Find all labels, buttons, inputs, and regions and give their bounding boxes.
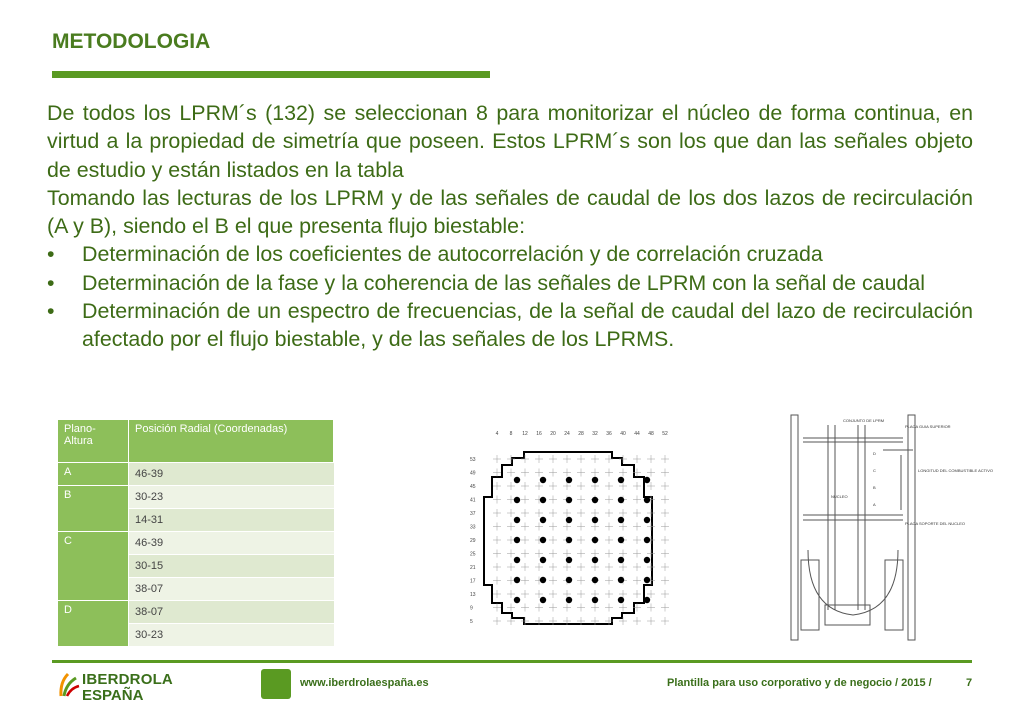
lprm-dot: [644, 477, 650, 483]
core-map-diagram: [462, 425, 677, 630]
plane-cell: B: [58, 486, 129, 532]
lprm-dot: [540, 597, 546, 603]
position-cell: 30-15: [129, 555, 334, 578]
label-lower-plate: PLACA SOPORTE DEL NUCLEO: [905, 521, 966, 526]
lprm-dot: [566, 517, 572, 523]
lprm-dot: [644, 537, 650, 543]
y-tick-label: 21: [470, 565, 476, 571]
lprm-dot: [566, 597, 572, 603]
bullet-text: Determinación de los coeficientes de autocorrelación y de correlación cruzada: [82, 242, 823, 267]
lprm-dot: [618, 597, 624, 603]
x-tick-label: 24: [564, 431, 570, 437]
lprm-dot: [540, 577, 546, 583]
position-cell: 30-23: [129, 624, 334, 647]
lprm-dot: [618, 517, 624, 523]
lprm-dot: [592, 537, 598, 543]
lprm-dot: [592, 497, 598, 503]
x-tick-label: 8: [509, 431, 513, 437]
position-cell: 38-07: [129, 578, 334, 601]
table-row: [58, 463, 334, 486]
label-core: NUCLEO: [831, 494, 848, 499]
lprm-dot: [592, 557, 598, 563]
y-tick-label: 5: [470, 619, 473, 625]
x-tick-label: 40: [620, 431, 626, 437]
x-tick-label: 44: [634, 431, 640, 437]
lprm-dot: [618, 477, 624, 483]
brand-country: ESPAÑA: [82, 687, 144, 704]
footer-rule: [52, 660, 972, 663]
bullet-text: Determinación de la fase y la coherencia de las señales de LPRM con la señal de caudal: [82, 270, 926, 295]
paragraph-1: De todos los LPRM´s (132) se seleccionan 8 para monitorizar el núcleo de forma continua, en virtud a la propiedad de simetría que poseen. Estos LPRM´s son los que dan las señales objeto de estudio y están listados en la tabla: [47, 101, 973, 182]
x-tick-label: 32: [592, 431, 598, 437]
title-underline: [52, 71, 490, 78]
website-icon: [261, 669, 291, 699]
lprm-dot: [514, 577, 520, 583]
table-header-plane: Plano-Altura: [58, 420, 129, 463]
y-tick-label: 45: [470, 484, 476, 490]
bullet-dot: •: [47, 242, 55, 267]
lprm-dot: [540, 537, 546, 543]
label-level-d: D: [873, 451, 876, 456]
plane-cell: C: [58, 532, 129, 601]
bullet-dot: •: [47, 270, 55, 295]
label-level-c: C: [873, 468, 876, 473]
position-cell: 30-23: [129, 486, 334, 509]
lprm-dot: [644, 557, 650, 563]
position-cell: 46-39: [129, 532, 334, 555]
table-header-position: Posición Radial (Coordenadas): [129, 420, 334, 463]
core-map-x-ticks: [496, 431, 668, 437]
position-cell: 46-39: [129, 463, 334, 486]
bullet-item: [47, 240, 973, 268]
lprm-dot: [566, 497, 572, 503]
lprm-dot: [592, 517, 598, 523]
lprm-dot: [618, 577, 624, 583]
brand-name: IBERDROLA: [82, 671, 173, 688]
lprm-dot: [514, 477, 520, 483]
lprm-dot: [618, 537, 624, 543]
position-cell: 38-07: [129, 601, 334, 624]
table-row: [58, 486, 334, 509]
page-number: 7: [966, 677, 973, 689]
bullet-item: [47, 269, 973, 297]
lprm-dot: [618, 497, 624, 503]
lprm-dot: [644, 577, 650, 583]
iberdrola-leaf-icon: [58, 668, 80, 698]
left-wall: [791, 415, 798, 640]
lprm-assembly-diagram: [773, 410, 993, 645]
lprm-dot: [644, 497, 650, 503]
lprm-dot: [566, 477, 572, 483]
label-upper-plate: PLACA GUIA SUPERIOR: [905, 424, 951, 429]
website-link[interactable]: www.iberdrolaespaña.es: [300, 677, 429, 689]
lprm-dot: [514, 597, 520, 603]
label-active-length: LONGITUD DEL COMBUSTIBLE ACTIVO: [918, 468, 993, 473]
lprm-dot: [592, 597, 598, 603]
slide-body: [47, 99, 973, 354]
lprm-dot: [644, 517, 650, 523]
lprm-dot: [566, 537, 572, 543]
lprm-dot: [514, 497, 520, 503]
x-tick-label: 16: [536, 431, 542, 437]
y-tick-label: 29: [470, 538, 476, 544]
x-tick-label: 12: [522, 431, 528, 437]
y-tick-label: 33: [470, 524, 476, 531]
lprm-dot: [566, 557, 572, 563]
x-tick-label: 36: [606, 431, 612, 437]
table-row: [58, 532, 334, 555]
x-tick-label: 52: [662, 431, 668, 437]
bullet-item: [47, 297, 973, 354]
y-tick-label: 53: [470, 457, 476, 463]
label-lprm-assembly: CONJUNTO DE LPRM: [843, 418, 885, 423]
bullet-text: Determinación de un espectro de frecuencias, de la señal de caudal del lazo de recirculación afectado por el flujo biestable, y de las señales de los LPRMS.: [82, 299, 973, 352]
paragraph-2: Tomando las lecturas de los LPRM y de las señales de caudal de los dos lazos de recirculación (A y B), siendo el B el que presenta flujo biestable:: [47, 185, 973, 239]
position-cell: 14-31: [129, 509, 334, 532]
lprm-dot: [592, 577, 598, 583]
y-tick-label: 49: [470, 470, 476, 477]
label-level-a: A: [873, 502, 876, 507]
slide-title: METODOLOGIA: [52, 30, 211, 53]
lprm-dot: [540, 477, 546, 483]
lprm-dot: [592, 477, 598, 483]
y-tick-label: 17: [470, 578, 476, 585]
y-tick-label: 41: [470, 497, 476, 504]
lprm-dot: [540, 517, 546, 523]
bullet-dot: •: [47, 299, 55, 324]
right-wall: [908, 415, 915, 640]
y-tick-label: 13: [470, 592, 476, 598]
y-tick-label: 9: [470, 605, 473, 612]
plane-cell: A: [58, 463, 129, 486]
lprm-table: [58, 420, 334, 646]
footer-note: Plantilla para uso corporativo y de negocio / 2015 /: [667, 677, 932, 689]
lprm-dot: [514, 517, 520, 523]
x-tick-label: 28: [578, 431, 584, 437]
y-tick-label: 37: [470, 511, 476, 517]
core-map-y-ticks: [470, 457, 476, 625]
table-row: [58, 601, 334, 624]
plane-cell: D: [58, 601, 129, 647]
bullet-list: [47, 240, 973, 353]
x-tick-label: 48: [648, 431, 654, 437]
lprm-dot: [540, 557, 546, 563]
lprm-dot: [540, 497, 546, 503]
lprm-dot: [618, 557, 624, 563]
y-tick-label: 25: [470, 551, 476, 558]
x-tick-label: 4: [495, 431, 499, 437]
x-tick-label: 20: [550, 431, 556, 437]
lprm-dot: [566, 577, 572, 583]
lprm-dot: [644, 597, 650, 603]
label-level-b: B: [873, 485, 876, 490]
lprm-dot: [514, 537, 520, 543]
lprm-dot: [514, 557, 520, 563]
